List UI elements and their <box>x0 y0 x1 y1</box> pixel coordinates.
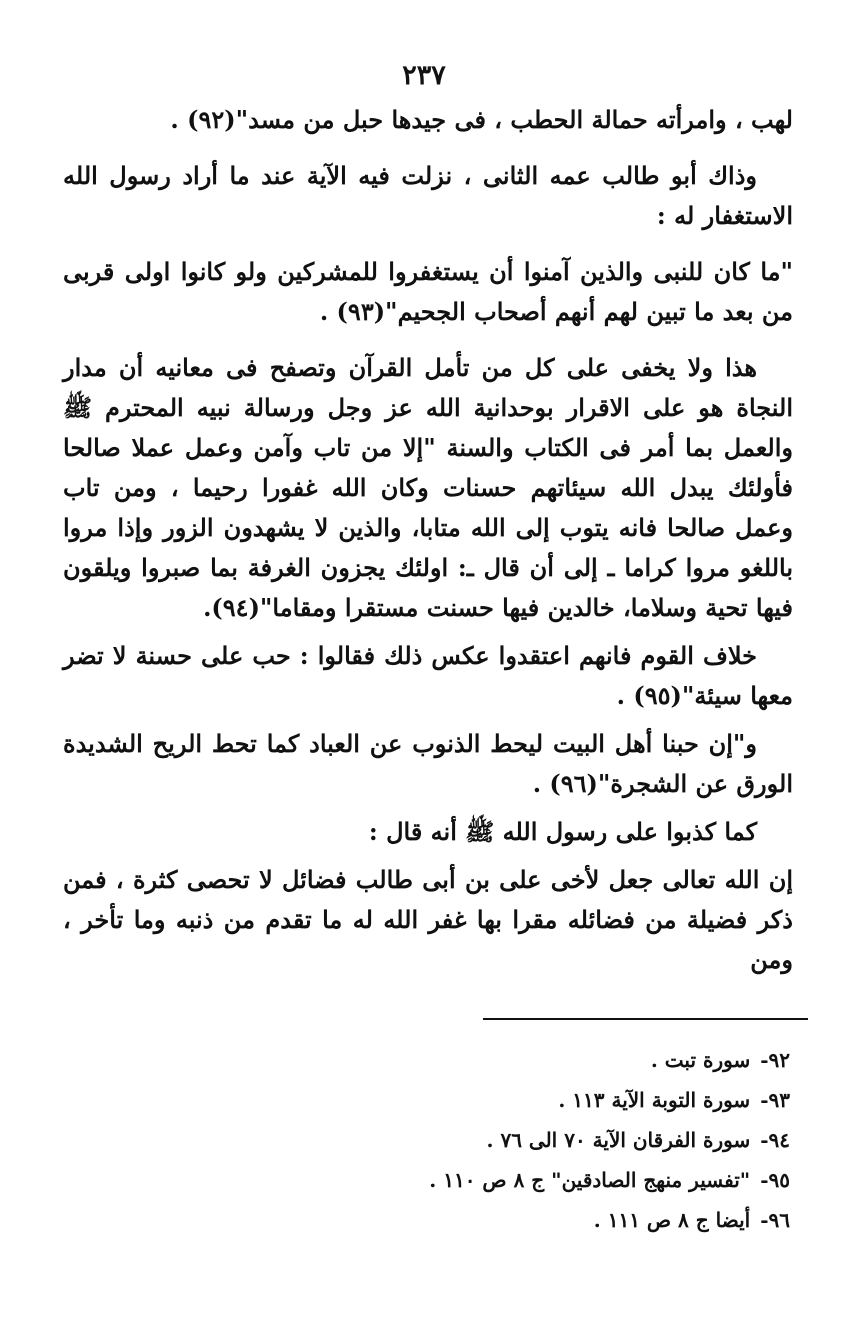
footnote-item <box>90 1040 790 1080</box>
footnote-text: سورة التوبة الآية ١١٣ . <box>558 1088 751 1112</box>
paragraph: إن الله تعالى جعل لأخى على بن أبى طالب فضائل لا تحصى كثرة ، فمن ذكر فضيلة من فضائله مقرا بها غفر الله له ما تقدم من ذنبه وما تأخر ، ومن <box>63 865 793 974</box>
footnote-text: سورة الفرقان الآية ٧٠ الى ٧٦ . <box>486 1128 751 1152</box>
paragraph: لهب ، وامرأته حمالة الحطب ، فى جيدها حبل من مسد"(٩٢) . <box>170 105 793 134</box>
footnote-number: ٩٥- <box>760 1168 790 1192</box>
footnote-item <box>90 1160 790 1200</box>
paragraph: هذا ولا يخفى على كل من تأمل القرآن وتصفح فى معانيه أن مدار النجاة هو على الاقرار بوحدانية الله عز وجل ورسالة نبيه المحترم ﷺ والعمل بما أمر فى الكتاب والسنة "إلا من تاب وآمن وعمل عملا صالحا فأولئك يبدل الله سيئاتهم حسنات وكان الله غفورا رحيما ، ومن تاب وعمل صالحا فانه يتوب إلى الله متابا، والذين لا يشهدون الزور وإذا مروا باللغو مروا كراما ـ إلى أن قال ـ: اولئك يجزون الغرفة بما صبروا ويلقون فيها تحية وسلاما، خالدين فيها حسنت مستقرا ومقاما"(٩٤). <box>63 353 793 622</box>
footnote-item <box>90 1080 790 1120</box>
footnote-item <box>90 1200 790 1240</box>
footnote-number: ٩٢- <box>760 1048 790 1072</box>
footnote-text: "تفسير منهج الصادقين" ج ٨ ص ١١٠ . <box>429 1168 751 1192</box>
paragraph: وذاك أبو طالب عمه الثانى ، نزلت فيه الآية عند ما أراد رسول الله الاستغفار له : <box>63 161 793 230</box>
footnote-divider <box>483 1018 808 1020</box>
footnote-text: أيضا ج ٨ ص ١١١ . <box>593 1208 751 1232</box>
footnote-number: ٩٤- <box>760 1128 790 1152</box>
footnotes-list <box>90 1040 790 1240</box>
paragraph: كما كذبوا على رسول الله ﷺ أنه قال : <box>368 817 757 846</box>
paragraph: "ما كان للنبى والذين آمنوا أن يستغفروا للمشركين ولو كانوا اولى قربى من بعد ما تبين لهم أنهم أصحاب الجحيم"(٩٣) . <box>63 257 793 326</box>
footnote-number: ٩٣- <box>760 1088 790 1112</box>
footnote-text: سورة تبت . <box>650 1048 751 1072</box>
footnote-item <box>90 1120 790 1160</box>
paragraph: خلاف القوم فانهم اعتقدوا عكس ذلك فقالوا : حب على حسنة لا تضر معها سيئة"(٩٥) . <box>63 641 793 710</box>
body-text <box>63 100 793 980</box>
page-number: ٢٣٧ <box>402 60 446 91</box>
footnote-number: ٩٦- <box>760 1208 790 1232</box>
paragraph: و"إن حبنا أهل البيت ليحط الذنوب عن العباد كما تحط الريح الشديدة الورق عن الشجرة"(٩٦) . <box>63 729 793 798</box>
